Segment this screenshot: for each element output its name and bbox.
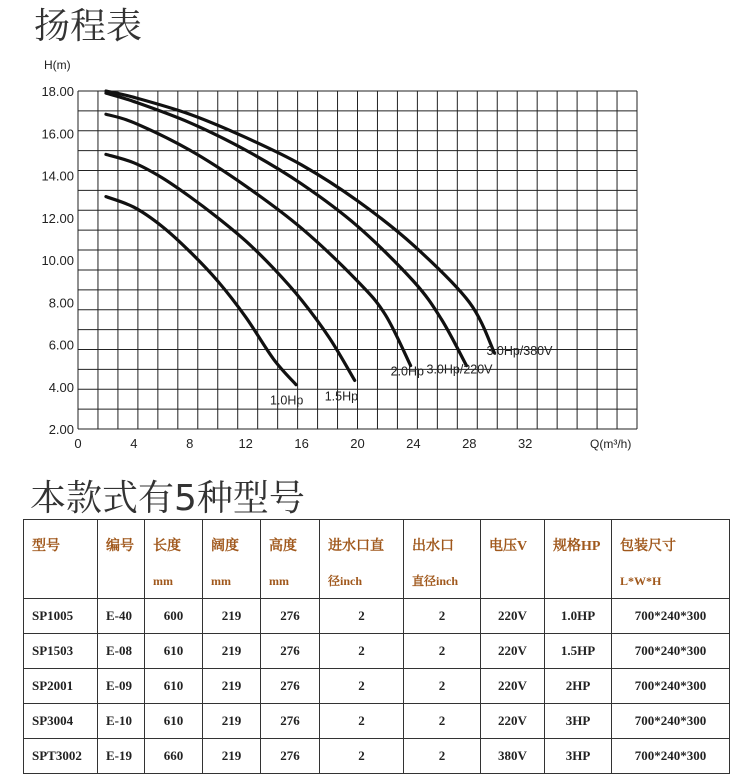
table-cell: 2 bbox=[320, 634, 404, 669]
table-cell: 2 bbox=[320, 704, 404, 739]
y-tick-label: 16.00 bbox=[41, 126, 74, 142]
y-tick-label: 6.00 bbox=[48, 337, 74, 353]
y-tick-label: 2.00 bbox=[48, 422, 74, 437]
table-cell: 219 bbox=[203, 599, 261, 634]
table-cell: 220V bbox=[481, 704, 545, 739]
pump-curve-line bbox=[106, 197, 296, 385]
curve-labels bbox=[270, 344, 553, 408]
table-header-cell: 出水口 直径inch bbox=[404, 520, 481, 599]
table-header-cell: 包装尺寸 L*W*H bbox=[612, 520, 730, 599]
pump-curve-line bbox=[106, 114, 411, 365]
table-cell: SP3004 bbox=[24, 704, 98, 739]
table-cell: E-10 bbox=[98, 704, 145, 739]
table-cell: 220V bbox=[481, 599, 545, 634]
table-row bbox=[24, 599, 730, 634]
table-cell: E-40 bbox=[98, 599, 145, 634]
table-cell: 2 bbox=[320, 599, 404, 634]
y-tick-label: 4.00 bbox=[48, 379, 74, 395]
table-cell: 220V bbox=[481, 669, 545, 704]
curve-label: 1.5Hp bbox=[324, 389, 359, 404]
table-cell: 219 bbox=[203, 634, 261, 669]
table-cell: 2 bbox=[404, 669, 481, 704]
table-row bbox=[24, 669, 730, 704]
table-cell: 600 bbox=[145, 599, 203, 634]
table-cell: 3HP bbox=[545, 704, 612, 739]
y-tick-labels bbox=[41, 84, 74, 437]
table-cell: 3HP bbox=[545, 739, 612, 774]
table-header-cell: 长度 mm bbox=[145, 520, 203, 599]
table-cell: E-08 bbox=[98, 634, 145, 669]
table-header-cell: 规格HP bbox=[545, 520, 612, 599]
table-cell: 276 bbox=[261, 739, 320, 774]
y-tick-label: 14.00 bbox=[41, 168, 74, 184]
table-cell: 2 bbox=[404, 634, 481, 669]
table-header-cell: 阔度 mm bbox=[203, 520, 261, 599]
table-cell: 1.0HP bbox=[545, 599, 612, 634]
x-tick-label: 24 bbox=[406, 436, 421, 451]
table-cell: 610 bbox=[145, 634, 203, 669]
x-tick-label: 20 bbox=[350, 436, 365, 451]
pump-curves bbox=[106, 91, 495, 385]
curve-label: 3.0Hp/220V bbox=[426, 362, 493, 377]
table-row bbox=[24, 704, 730, 739]
x-tick-label: 28 bbox=[462, 436, 477, 451]
table-cell: 1.5HP bbox=[545, 634, 612, 669]
table-row bbox=[24, 634, 730, 669]
curve-label: 3.0Hp/380V bbox=[486, 343, 553, 358]
x-tick-labels bbox=[74, 436, 532, 451]
table-header-cell: 高度 mm bbox=[261, 520, 320, 599]
x-axis-label: Q(m³/h) bbox=[590, 437, 632, 451]
table-cell: 2 bbox=[404, 599, 481, 634]
table-cell: 276 bbox=[261, 634, 320, 669]
table-cell: 700*240*300 bbox=[612, 599, 730, 634]
table-cell: 276 bbox=[261, 599, 320, 634]
x-tick-label: 12 bbox=[238, 436, 253, 451]
table-cell: 700*240*300 bbox=[612, 704, 730, 739]
y-tick-label: 10.00 bbox=[41, 253, 74, 268]
table-cell: 2 bbox=[404, 739, 481, 774]
table-cell: SP1503 bbox=[24, 634, 98, 669]
y-tick-label: 8.00 bbox=[48, 295, 74, 311]
table-header-cell: 型号 bbox=[24, 520, 98, 599]
x-tick-label: 16 bbox=[294, 436, 309, 451]
table-cell: 700*240*300 bbox=[612, 739, 730, 774]
y-tick-label: 12.00 bbox=[41, 210, 74, 226]
y-axis-label: H(m) bbox=[44, 58, 71, 72]
table-header-cell: 进水口直 径inch bbox=[320, 520, 404, 599]
table-cell: 380V bbox=[481, 739, 545, 774]
chart-grid bbox=[78, 91, 637, 429]
x-tick-label: 4 bbox=[130, 436, 138, 451]
table-cell: E-09 bbox=[98, 669, 145, 704]
table-cell: SPT3002 bbox=[24, 739, 98, 774]
model-spec-table bbox=[23, 519, 730, 774]
table-cell: SP2001 bbox=[24, 669, 98, 704]
page-title: 扬程表 bbox=[34, 6, 143, 47]
table-cell: E-19 bbox=[98, 739, 145, 774]
x-tick-label: 8 bbox=[186, 436, 194, 451]
table-cell: 219 bbox=[203, 704, 261, 739]
table-cell: 610 bbox=[145, 669, 203, 704]
x-tick-label: 0 bbox=[74, 436, 82, 451]
table-cell: 700*240*300 bbox=[612, 634, 730, 669]
y-tick-label: 18.00 bbox=[41, 84, 74, 99]
curve-label: 1.0Hp bbox=[270, 393, 304, 408]
models-heading: 本款式有5种型号 bbox=[30, 478, 305, 519]
table-cell: 2HP bbox=[545, 669, 612, 704]
table-header-row bbox=[24, 520, 730, 599]
table-cell: 2 bbox=[320, 739, 404, 774]
curve-label: 2.0Hp bbox=[390, 364, 424, 379]
table-cell: 660 bbox=[145, 739, 203, 774]
table-cell: 219 bbox=[203, 739, 261, 774]
table-row bbox=[24, 739, 730, 774]
table-cell: 219 bbox=[203, 669, 261, 704]
table-cell: 2 bbox=[320, 669, 404, 704]
x-tick-label: 32 bbox=[517, 436, 533, 451]
table-cell: SP1005 bbox=[24, 599, 98, 634]
table-cell: 276 bbox=[261, 669, 320, 704]
table-cell: 220V bbox=[481, 634, 545, 669]
table-cell: 610 bbox=[145, 704, 203, 739]
table-cell: 276 bbox=[261, 704, 320, 739]
table-cell: 2 bbox=[404, 704, 481, 739]
table-header-cell: 电压V bbox=[481, 520, 545, 599]
table-header-cell: 编号 bbox=[98, 520, 145, 599]
table-cell: 700*240*300 bbox=[612, 669, 730, 704]
